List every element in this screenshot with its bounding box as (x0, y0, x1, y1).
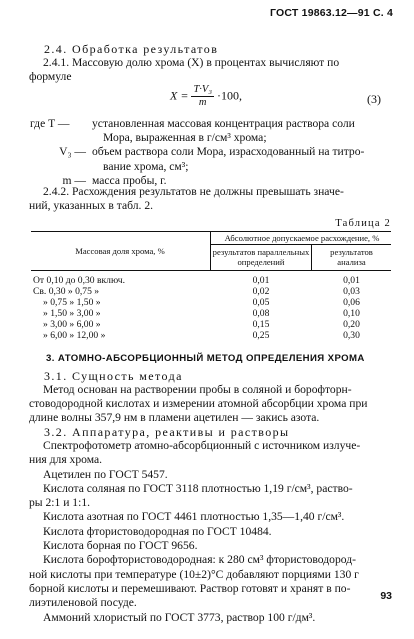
formula-rhs: ·100, (216, 88, 242, 103)
text-line: лиэтиленовой посуде. (29, 596, 137, 610)
text-line: борной кислоты и перемешивают. Раствор готовят и хранят в по- (29, 581, 351, 595)
where-line: вание хрома, см³; (103, 159, 189, 173)
where-line: m — масса пробы, г. (62, 173, 167, 187)
page-number: 93 (380, 590, 392, 602)
table-row: » 6,00 » 12,00 » 0,25 0,30 (43, 330, 360, 342)
running-header: ГОСТ 19863.12—91 С. 4 (270, 7, 393, 19)
text-line: длине волны 357,9 нм в пламени ацетилен — закись азота. (29, 411, 320, 425)
table-group-rule (211, 244, 391, 245)
table-row: » 3,00 » 6,00 » 0,15 0,20 (43, 319, 360, 331)
paragraph-3-1 (29, 383, 397, 426)
text-line: Кислота соляная по ГОСТ 3118 плотностью 1,19 г/см³, раство- (43, 481, 353, 495)
table-row: » 0,75 » 1,50 » 0,05 0,06 (43, 297, 360, 309)
text-line: Кислота борофтористоводородная: к 280 см³ фтористоводород- (43, 553, 356, 567)
text-line: Спектрофотометр атомно-абсорбционный с источником излуче- (43, 439, 361, 452)
formula-numerator: T·V₃ (193, 84, 212, 95)
section-3-2-heading: 3.2. Аппаратура, реактивы и растворы (44, 425, 290, 439)
section-2-4-heading: 2.4. Обработка результатов (44, 42, 219, 56)
where-line: V₃ — объем раствора соли Мора, израсходованный на титро- (59, 145, 365, 159)
table-top-rule (31, 231, 391, 232)
text-line: Кислота фтористоводородная по ГОСТ 10484. (43, 524, 272, 538)
text-line: ры 2:1 и 1:1. (29, 496, 91, 510)
where-block (30, 117, 396, 188)
table-col1-header: Массовая доля хрома, % (75, 246, 165, 256)
text-line: Аммоний хлористый по ГОСТ 3773, раствор 100 г/дм³. (43, 610, 316, 624)
where-line: где T — установленная массовая концентрация раствора соли (30, 117, 355, 130)
formula-3 (170, 84, 242, 109)
text-line: 2.4.2. Расхождения результатов не должны превышать значе- (43, 185, 344, 198)
table-body (31, 275, 391, 342)
paragraph-2-4-2 (29, 185, 395, 213)
section-3-1-heading: 3.1. Сущность метода (44, 369, 183, 383)
table-row: » 1,50 » 3,00 » 0,08 0,10 (43, 308, 360, 320)
formula-fraction (191, 84, 214, 109)
formula-number: (3) (367, 92, 381, 106)
text-line: ния для хрома. (29, 453, 103, 467)
text-line: 2.4.1. Массовую долю хрома (X) в процентах вычисляют по (43, 56, 340, 69)
table-group-header: Абсолютное допускаемое расхождение, % (224, 233, 380, 243)
paragraph-2-4-1 (29, 56, 395, 84)
table-row: От 0,10 до 0,30 включ. 0,01 0,01 (33, 275, 360, 286)
text-line: Ацетилен по ГОСТ 5457. (43, 467, 168, 481)
text-line: стоводородной кислотах и измерении атомной абсорбции хрома при (29, 397, 368, 411)
where-line: Мора, выраженная в г/см³ хрома; (103, 131, 267, 145)
text-line: Кислота борная по ГОСТ 9656. (43, 539, 198, 553)
text-line: Метод основан на растворении пробы в соляной и борофторн- (43, 383, 352, 396)
paragraph-3-2 (29, 439, 397, 625)
table-col3-header: результатов анализа (330, 247, 373, 267)
section-3-heading: 3. АТОМНО-АБСОРБЦИОННЫЙ МЕТОД ОПРЕДЕЛЕНИЯ ХРОМА (46, 353, 365, 364)
formula-denominator: m (198, 97, 207, 108)
table-head-rule (31, 270, 391, 271)
formula-lhs: X = (170, 88, 189, 103)
text-line: Кислота азотная по ГОСТ 4461 плотностью 1,35—1,40 г/см³. (43, 510, 345, 524)
text-line: ний, указанных в табл. 2. (29, 199, 154, 213)
text-line: формуле (29, 70, 72, 84)
table-col2-header: результатов параллельных определений (212, 247, 310, 267)
table-caption: Таблица 2 (335, 218, 391, 229)
text-line: ной кислоты при температуре (10±2)°С добавляют порциями 130 г (29, 567, 359, 581)
table-row: Св. 0,30 » 0,75 » 0,02 0,03 (33, 286, 360, 298)
